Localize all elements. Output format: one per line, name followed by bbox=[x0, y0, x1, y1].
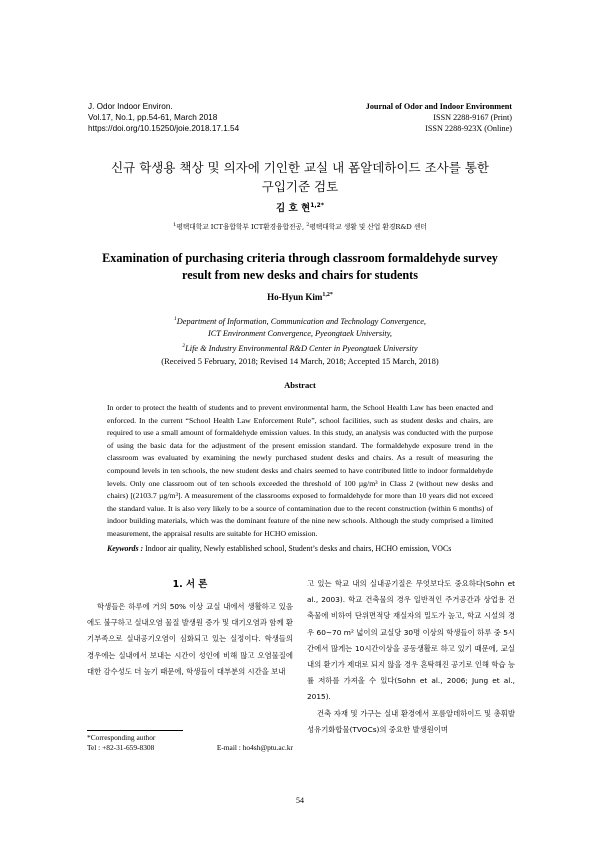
journal-header-right bbox=[366, 101, 512, 134]
footnote-divider bbox=[87, 730, 183, 731]
korean-author-name: 김 호 현 bbox=[276, 203, 311, 214]
english-affil-line3: Life & Industry Environmental R&D Center in Pyeongtaek University bbox=[185, 343, 418, 353]
volume-info: Vol.17, No.1, pp.54-61, March 2018 bbox=[88, 113, 218, 122]
english-title bbox=[60, 250, 540, 284]
page-number: 54 bbox=[296, 796, 304, 805]
korean-affil-1: 평택대학교 ICT융합학부 ICT환경융합전공, bbox=[176, 223, 307, 231]
section-title-introduction: 1. 서 론 bbox=[172, 579, 208, 590]
korean-author-sup: 1,2* bbox=[310, 201, 324, 209]
abstract-heading: Abstract bbox=[284, 380, 316, 390]
english-affiliation bbox=[0, 313, 600, 355]
affil-sup-1: 1 bbox=[173, 221, 177, 228]
korean-author bbox=[0, 200, 600, 214]
korean-title-line2: 구입기준 검토 bbox=[261, 179, 339, 194]
english-author bbox=[0, 292, 600, 302]
footnote-email[interactable]: E-mail : ho4sh@ptu.ac.kr bbox=[216, 743, 293, 752]
received-dates: (Received 5 February, 2018; Revised 14 March, 2018; Accepted 15 March, 2018) bbox=[161, 356, 439, 366]
intro-paragraph-2: 건축 자재 및 가구는 실내 환경에서 포름알데하이드 및 총휘발성유기화합물(TVOCs)의 중요한 발생원이며 bbox=[307, 708, 515, 734]
footnote-corresponding: *Corresponding author bbox=[87, 733, 156, 742]
english-author-sup: 1,2* bbox=[322, 292, 333, 298]
body-column-left bbox=[87, 576, 293, 680]
issn-online: ISSN 2288-923X (Online) bbox=[425, 124, 512, 133]
issn-print: ISSN 2288-9167 (Print) bbox=[433, 113, 512, 122]
journal-short-name: J. Odor Indoor Environ. bbox=[88, 102, 173, 111]
korean-title bbox=[60, 158, 540, 196]
keywords-label: Keywords : bbox=[107, 544, 144, 553]
journal-full-name: Journal of Odor and Indoor Environment bbox=[365, 102, 512, 111]
journal-header-left bbox=[88, 101, 239, 134]
body-column-right bbox=[307, 576, 515, 738]
english-title-line1: Examination of purchasing criteria through classroom formaldehyde survey bbox=[102, 251, 498, 265]
intro-paragraph-1: 학생들은 하루에 거의 50% 이상 교실 내에서 생활하고 있음에도 불구하고 실내오염 물질 발생원 증가 및 대기오염과 함께 환기부족으로 실내공기오염이 심화되고 있는 실정이다. 학생들의 경우에는 실내에서 보내는 시간이 성인에 비해 많고 오염물질에 대한 감수성도 더 높기 때문에, 학생들이 대부분의 시간을 보내 bbox=[87, 602, 293, 676]
korean-affil-2: 평택대학교 생활 및 산업 환경R&D 센터 bbox=[309, 223, 427, 231]
abstract-body: In order to protect the health of students and to prevent environmental harm, the School Health Law has been enacted and enforced. In the current “School Health Law Enforcement Rule”, school facilities, such as student desks and chairs, are required to use a small amount of formaldehyde emission values. In this study, an analysis was conducted with the purpose of using the basic data for the adjustment of the present emission standard. The formaldehyde exposure trend in the classroom was evaluated by examining the newly purchased student desks and chairs. As a result of measuring the compound levels in ten schools, the new student desks and chairs seemed to have contributed little to indoor formaldehyde levels. Only one classroom out of ten schools exceeded the threshold of 100 µg/m³ in Class 2 (without new desks and chairs) [(2103.7 µg/m³]. A measurement of the classrooms exposed to formaldehyde for more than 10 years did not exceed the standard value. It is also very likely to be a source of contamination due to the recent construction (within 6 months) of indoor building materials, which was the dominant feature of the nine new schools. Although the study comprised a limited measurement, the appraisal results are suitable for HCHO emission. bbox=[107, 403, 493, 538]
doi-link[interactable]: https://doi.org/10.15250/joie.2018.17.1.54 bbox=[88, 124, 240, 133]
footnote-tel: Tel : +82-31-659-8308 bbox=[87, 743, 155, 752]
korean-title-line1: 신규 학생용 책상 및 의자에 기인한 교실 내 폼알데하이드 조사를 통한 bbox=[111, 160, 489, 175]
keywords bbox=[107, 544, 507, 553]
english-author-name: Ho-Hyun Kim bbox=[267, 292, 323, 302]
keywords-list: Indoor air quality, Newly established school, Student’s desks and chairs, HCHO emission, VOCs bbox=[145, 544, 452, 553]
intro-paragraph-1-cont: 고 있는 학교 내의 실내공기질은 무엇보다도 중요하다(Sohn et al., 2003). 학교 건축물의 경우 일반적인 주거공간과 상업용 건축물에 비하여 단위면적당 재실자의 밀도가 높고, 학교 시설의 경우 60~70 m² 넓이의 교실당 30명 이상의 학생들이 하루 중 5시간에서 많게는 10시간이상을 공동생활로 하고 있기 때문에, 교실 내의 환기가 제대로 되지 않을 경우 혼탁해진 공기로 인해 학습 능률 저하를 가져올 수 있다(Sohn et al., 2006; Jung et al., 2015). bbox=[307, 579, 515, 702]
en-affil-sup-2: 2 bbox=[182, 342, 186, 349]
en-affil-sup-1: 1 bbox=[174, 316, 177, 322]
footnote-contact bbox=[87, 743, 293, 752]
korean-affiliation bbox=[0, 221, 600, 231]
affil-sup-2: 2 bbox=[306, 221, 310, 228]
english-affil-line1: Department of Information, Communication and Technology Convergence, bbox=[176, 316, 426, 326]
english-title-line2: result from new desks and chairs for students bbox=[182, 268, 418, 282]
english-affil-line2: ICT Environment Convergence, Pyeongtaek University, bbox=[207, 328, 393, 338]
